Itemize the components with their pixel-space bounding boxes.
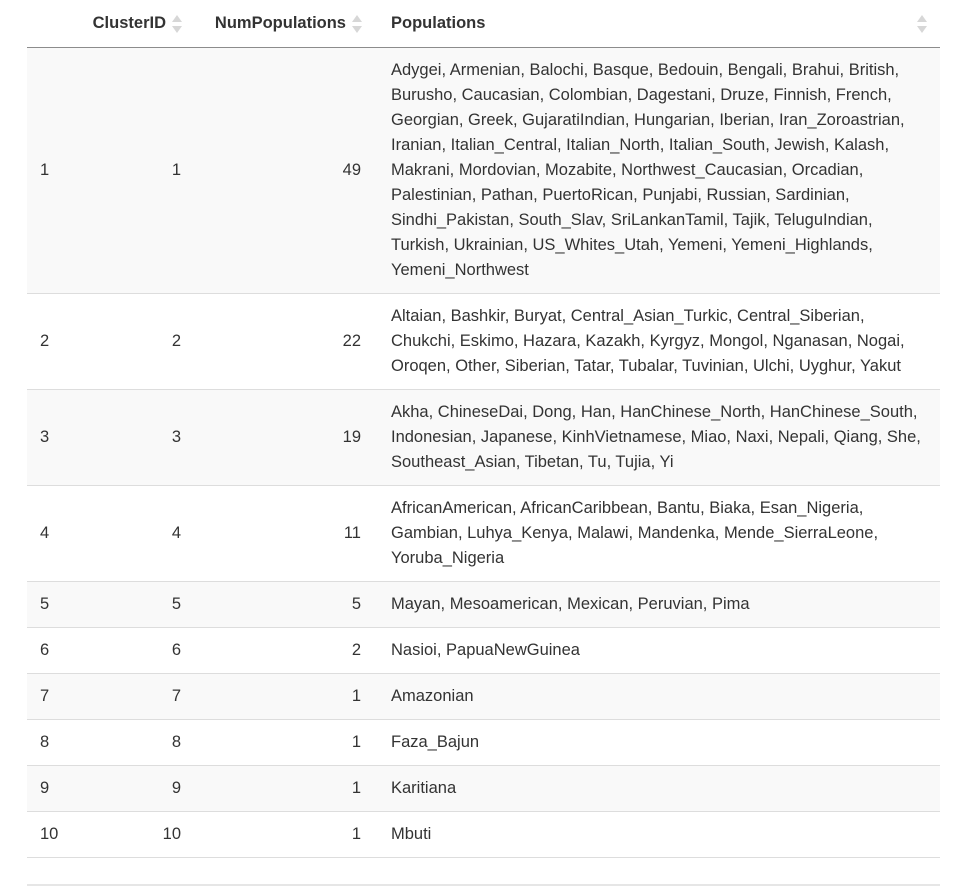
cell-row-index: 8 <box>27 720 72 766</box>
cell-populations: Mbuti <box>374 812 940 858</box>
cell-num-populations: 1 <box>194 812 374 858</box>
cell-row-index: 4 <box>27 486 72 582</box>
table-row <box>27 486 940 582</box>
table-bottom-rule <box>27 884 940 886</box>
cell-cluster-id: 8 <box>72 720 194 766</box>
cell-populations: Amazonian <box>374 674 940 720</box>
table-row <box>27 294 940 390</box>
cell-cluster-id: 9 <box>72 766 194 812</box>
cell-row-index: 9 <box>27 766 72 812</box>
cell-populations: Adygei, Armenian, Balochi, Basque, Bedouin, Bengali, Brahui, British, Burusho, Caucasian, Colombian, Dagestani, Druze, Finnish, French, Georgian, Greek, GujaratiIndian, Hungarian, Iberian, Iran_Zoroastrian, Iranian, Italian_Central, Italian_North, Italian_South, Jewish, Kalash, Makrani, Mordovian, Mozabite, Northwest_Caucasian, Orcadian, Palestinian, Pathan, PuertoRican, Punjabi, Russian, Sardinian, Sindhi_Pakistan, South_Slav, SriLankanTamil, Tajik, TeluguIndian, Turkish, Ukrainian, US_Whites_Utah, Yemeni, Yemeni_Highlands, Yemeni_Northwest <box>374 48 940 294</box>
data-table-container <box>27 0 940 858</box>
header-cluster-id-label: ClusterID <box>92 14 166 32</box>
table-row <box>27 674 940 720</box>
header-num-populations[interactable] <box>194 0 374 48</box>
header-row-index <box>27 0 72 48</box>
cell-cluster-id: 6 <box>72 628 194 674</box>
cell-num-populations: 49 <box>194 48 374 294</box>
sort-both-icon[interactable] <box>172 13 182 35</box>
cell-cluster-id: 7 <box>72 674 194 720</box>
cell-row-index: 5 <box>27 582 72 628</box>
header-populations-label: Populations <box>391 14 486 32</box>
header-row <box>27 0 940 48</box>
table-body <box>27 48 940 858</box>
cell-num-populations: 11 <box>194 486 374 582</box>
cell-cluster-id: 2 <box>72 294 194 390</box>
sort-both-icon[interactable] <box>917 13 927 35</box>
clusters-table <box>27 0 940 858</box>
cell-num-populations: 1 <box>194 674 374 720</box>
table-row <box>27 390 940 486</box>
cell-populations: Mayan, Mesoamerican, Mexican, Peruvian, Pima <box>374 582 940 628</box>
cell-num-populations: 2 <box>194 628 374 674</box>
table-row <box>27 766 940 812</box>
table-row <box>27 628 940 674</box>
cell-cluster-id: 4 <box>72 486 194 582</box>
cell-row-index: 7 <box>27 674 72 720</box>
cell-num-populations: 19 <box>194 390 374 486</box>
cell-row-index: 1 <box>27 48 72 294</box>
table-header <box>27 0 940 48</box>
cell-row-index: 2 <box>27 294 72 390</box>
cell-row-index: 10 <box>27 812 72 858</box>
cell-num-populations: 1 <box>194 766 374 812</box>
table-row <box>27 720 940 766</box>
header-populations[interactable] <box>374 0 940 48</box>
table-row <box>27 48 940 294</box>
cell-populations: Karitiana <box>374 766 940 812</box>
cell-num-populations: 5 <box>194 582 374 628</box>
table-row <box>27 812 940 858</box>
cell-cluster-id: 3 <box>72 390 194 486</box>
cell-cluster-id: 10 <box>72 812 194 858</box>
cell-populations: Faza_Bajun <box>374 720 940 766</box>
cell-cluster-id: 1 <box>72 48 194 294</box>
cell-cluster-id: 5 <box>72 582 194 628</box>
cell-populations: AfricanAmerican, AfricanCaribbean, Bantu, Biaka, Esan_Nigeria, Gambian, Luhya_Kenya, Malawi, Mandenka, Mende_SierraLeone, Yoruba_Nigeria <box>374 486 940 582</box>
cell-num-populations: 22 <box>194 294 374 390</box>
cell-populations: Akha, ChineseDai, Dong, Han, HanChinese_North, HanChinese_South, Indonesian, Japanese, KinhVietnamese, Miao, Naxi, Nepali, Qiang, She, Southeast_Asian, Tibetan, Tu, Tujia, Yi <box>374 390 940 486</box>
cell-row-index: 6 <box>27 628 72 674</box>
cell-populations: Nasioi, PapuaNewGuinea <box>374 628 940 674</box>
sort-both-icon[interactable] <box>352 13 362 35</box>
header-num-populations-label: NumPopulations <box>214 14 346 32</box>
header-cluster-id[interactable] <box>72 0 194 48</box>
cell-num-populations: 1 <box>194 720 374 766</box>
cell-row-index: 3 <box>27 390 72 486</box>
cell-populations: Altaian, Bashkir, Buryat, Central_Asian_Turkic, Central_Siberian, Chukchi, Eskimo, Hazara, Kazakh, Kyrgyz, Mongol, Nganasan, Nogai, Oroqen, Other, Siberian, Tatar, Tubalar, Tuvinian, Ulchi, Uyghur, Yakut <box>374 294 940 390</box>
table-row <box>27 582 940 628</box>
